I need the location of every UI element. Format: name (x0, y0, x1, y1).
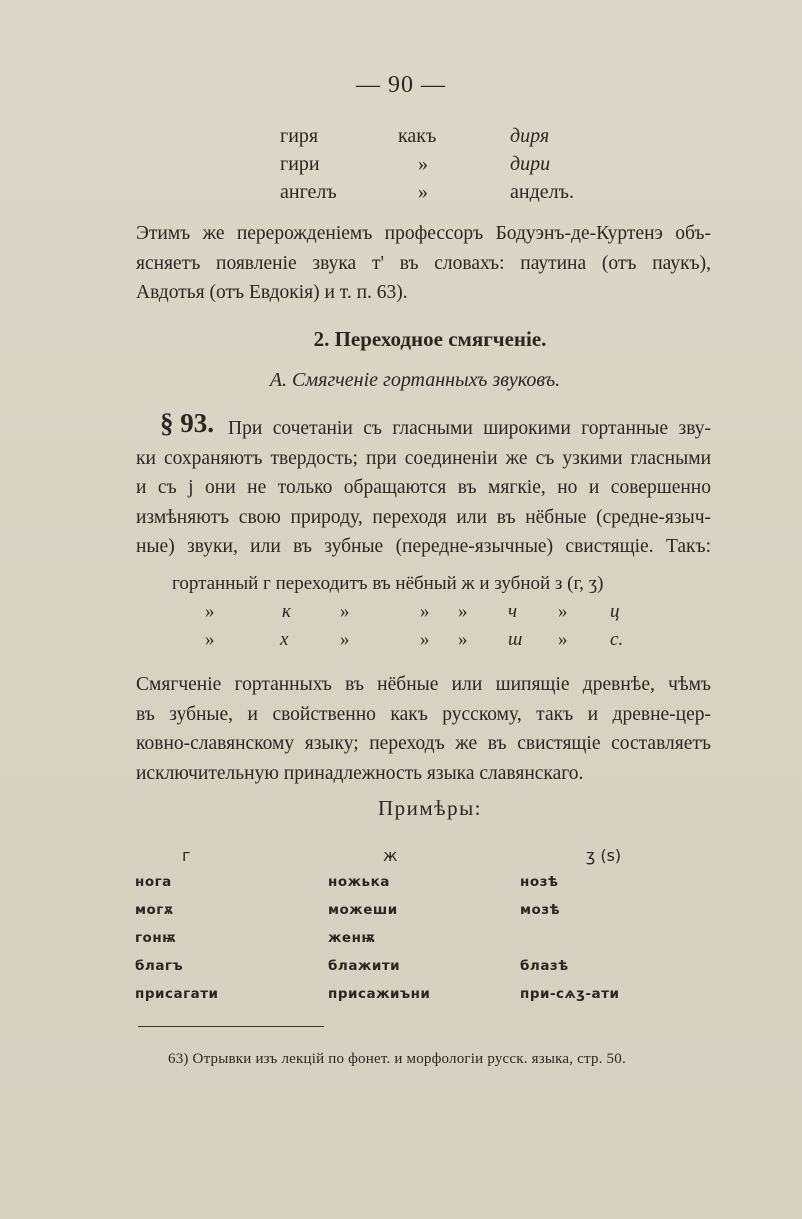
paragraph-2-first (228, 414, 711, 444)
paragraph-1 (136, 219, 711, 308)
paragraph-2 (136, 444, 711, 562)
example-word: ангелъ (280, 181, 337, 203)
transition-cell: » (558, 629, 568, 650)
examples-heading: Примѣры: (377, 796, 483, 820)
example-word: гири (280, 153, 320, 175)
text-line: ясняетъ появленіе звука т' въ словахъ: паутина (отъ паукъ), (136, 252, 711, 274)
table-cell: гонѭ (135, 930, 177, 946)
text-line: ки сохраняютъ твердость; при соединеніи же съ узкими гласными (136, 447, 711, 469)
text-line: При сочетаніи съ гласными широкими гортанные зву- (228, 418, 711, 439)
subsection-heading: А. Смягченіе гортанныхъ звуковъ. (269, 369, 561, 391)
transition-cell: » (458, 601, 468, 622)
example-word: дири (510, 153, 551, 175)
table-cell: женѭ (328, 930, 376, 946)
text-line: и съ j они не только обращаются въ мягкіе, но и совершенно (136, 477, 711, 498)
text-line: Этимъ же перерожденіемъ профессоръ Бодуэнъ-де-Куртенэ объ- (136, 223, 711, 244)
table-cell: можеши (328, 902, 398, 918)
text-line: исключительную принадлежность языка славянскаго. (136, 762, 584, 784)
page-number: — 90 — (356, 72, 446, 98)
transition-cell: ч (508, 601, 518, 622)
table-cell: мозѣ (520, 902, 561, 918)
transition-cell: » (205, 601, 215, 622)
transition-cell: к (282, 601, 291, 622)
transition-line: гортанный г переходитъ въ нёбный ж и зубной з (г, ʒ) (172, 573, 604, 594)
table-cell: благъ (135, 958, 184, 974)
transition-cell: » (558, 601, 568, 622)
text-line: ковно-славянскому языку; переходъ же въ свистящіе составляетъ (136, 733, 711, 754)
text-line: въ зубные, и свойственно какъ русскому, такъ и древне-цер- (136, 703, 711, 725)
transition-cell: » (340, 629, 350, 650)
example-word: анделъ. (510, 181, 574, 203)
text-line: Авдотья (отъ Евдокія) и т. п. 63). (136, 282, 408, 303)
paragraph-3 (136, 670, 711, 788)
transition-cell: » (458, 629, 468, 650)
table-header: г (182, 846, 191, 865)
transition-cell: х (280, 629, 289, 650)
table-cell: присагати (135, 986, 219, 1002)
example-word: » (418, 153, 428, 175)
transition-cell: » (205, 629, 215, 650)
section-heading: 2. Переходное смягченіе. (313, 327, 547, 351)
section-mark: § 93. (160, 408, 214, 438)
table-header: ʒ (ѕ) (586, 846, 622, 865)
transition-cell: ш (508, 629, 523, 650)
example-word: гиря (280, 125, 319, 147)
table-cell: могѫ (135, 902, 174, 918)
footnote: 63) Отрывки изъ лекцій по фонет. и морфологіи русск. языка, стр. 50. (168, 1051, 626, 1067)
text-line: Смягченіе гортанныхъ въ нёбные или шипящіе древнѣе, чѣмъ (136, 674, 711, 695)
footnote-divider (138, 1026, 324, 1027)
example-word: диря (510, 125, 550, 147)
example-word: » (418, 181, 428, 203)
table-cell: нога (135, 874, 172, 890)
text-line: измѣняютъ свою природу, переходя или въ нёбные (средне-языч- (136, 506, 711, 528)
table-cell: блажити (328, 958, 401, 974)
transition-cell: с. (610, 629, 624, 650)
table-cell: ножька (328, 874, 390, 890)
text-line: ные) звуки, или въ зубные (передне-язычные) свистящіе. Такъ: (136, 536, 711, 557)
transition-cell: » (420, 601, 430, 622)
table-cell: блазѣ (520, 958, 569, 974)
table-cell: при-сѧʒ-ати (520, 986, 620, 1002)
table-cell: присажиъни (328, 986, 431, 1002)
table-header: ж (383, 846, 398, 865)
transition-cell: » (340, 601, 350, 622)
table-cell: нозѣ (520, 874, 559, 890)
transition-cell: ц (610, 601, 620, 622)
transition-cell: » (420, 629, 430, 650)
example-word: какъ (398, 125, 437, 147)
